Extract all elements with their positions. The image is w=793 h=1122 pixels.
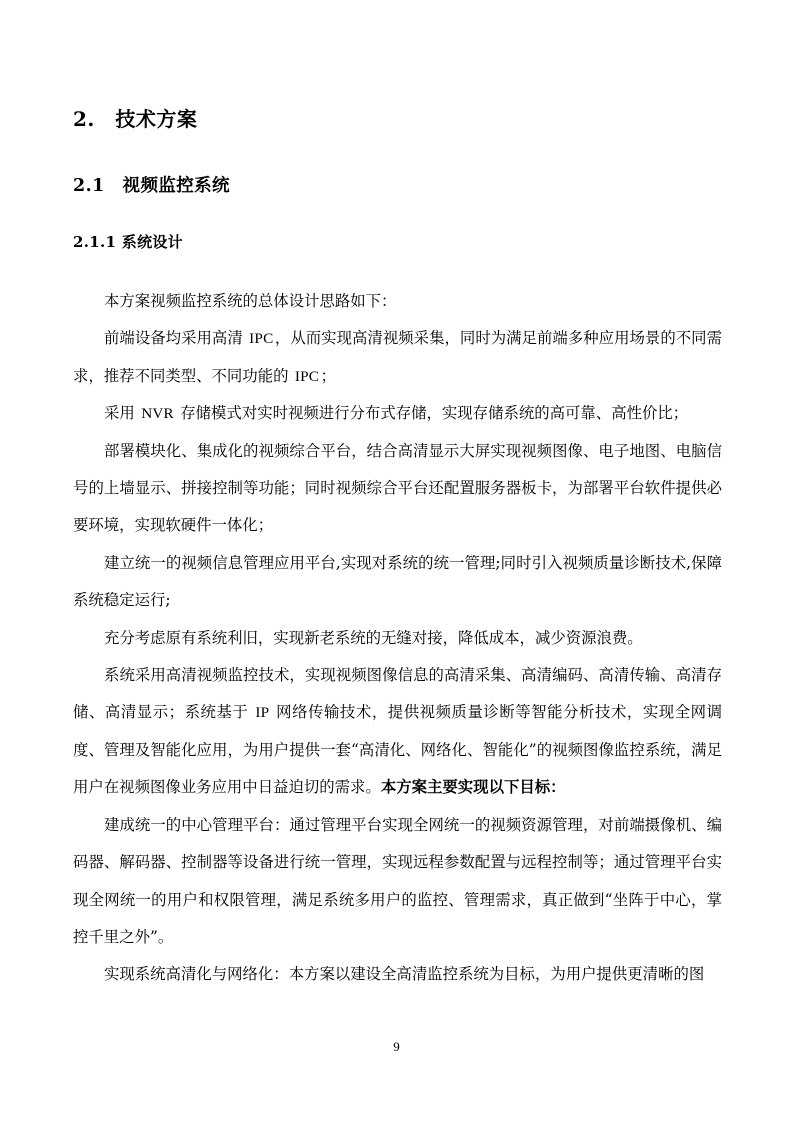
latin-run: IP — [255, 704, 270, 722]
paragraph: 本方案视频监控系统的总体设计思路如下： — [104, 292, 397, 310]
latin-run: IPC — [294, 367, 320, 385]
latin-run: NVR — [141, 405, 174, 423]
emphasised-text: 本方案主要实现以下目标： — [380, 778, 566, 797]
paragraph: 实现系统高清化与网络化：本方案以建设全高清监控系统为目标，为用户提供更清晰的图 — [104, 965, 705, 984]
body-text-block — [73, 283, 722, 994]
paragraph: 建立统一的视频信息管理应用平台,实现对系统的统一管理;同时引入视频质量诊断技术,保障系统稳定运行; — [73, 553, 722, 610]
paragraph: 前端设备均采用高清 IPC，从而实现高清视频采集，同时为满足前端多种应用场景的不同需求，推荐不同类型、不同功能的 IPC； — [73, 329, 722, 385]
latin-run: IPC — [249, 330, 274, 348]
paragraph: 系统采用高清视频监控技术，实现视频图像信息的高清采集、高清编码、高清传输、高清存储、高清显示；系统基于 IP 网络传输技术，提供视频质量诊断等智能分析技术，实现全网调度、管理及智能化应用，为用户提供一套“高清化、网络化、智能化”的视频图像监控系统，满足用户在视频图像业务应用中日益迫切的需求。本方案主要实现以下目标： — [73, 666, 722, 797]
paragraph: 部署模块化、集成化的视频综合平台，结合高清显示大屏实现视频图像、电子地图、电脑信号的上墙显示、拼接控制等功能；同时视频综合平台还配置服务器板卡，为部署平台软件提供必要环境，实现软硬件一体化； — [73, 441, 722, 535]
paragraph: 充分考虑原有系统利旧，实现新老系统的无缝对接，降低成本，减少资源浪费。 — [104, 628, 643, 647]
heading-level-2: 2.1 视频监控系统 — [73, 176, 230, 196]
page-number: 9 — [393, 1039, 400, 1054]
heading-level-1: 2. 技术方案 — [73, 107, 198, 131]
paragraph: 采用 NVR 存储模式对实时视频进行分布式存储，实现存储系统的高可靠、高性价比； — [104, 404, 689, 423]
heading-level-3: 2.1.1 系统设计 — [73, 233, 183, 251]
paragraph: 建成统一的中心管理平台：通过管理平台实现全网统一的视频资源管理，对前端摄像机、编码器、解码器、控制器等设备进行统一管理，实现远程参数配置与远程控制等；通过管理平台实现全网统一的用户和权限管理，满足系统多用户的监控、管理需求，真正做到“坐阵于中心，掌控千里之外”。 — [73, 815, 722, 946]
